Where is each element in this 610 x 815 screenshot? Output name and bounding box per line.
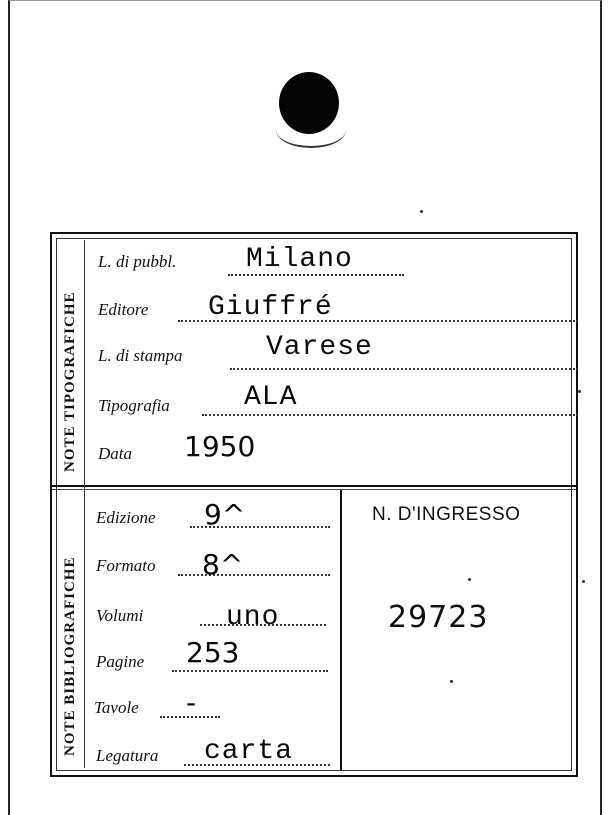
field-label: Formato [96,556,156,575]
field-value: Varese [266,332,373,363]
field-value: 253 [186,636,240,669]
ingresso-column-divider [340,490,342,770]
field-label: Edizione [96,508,156,527]
field-label: Editore [98,300,149,319]
fill-line [172,670,328,672]
field-label: Data [98,444,132,463]
field-value: Giuffré [208,292,333,323]
field-value: Milano [246,244,353,275]
section-divider [52,485,576,487]
fill-line [230,368,578,370]
field-label: Volumi [96,606,144,625]
field-label: Legatura [96,746,159,765]
note-bibliografiche-label: NOTE BIBLIOGRAFICHE [62,556,78,756]
field-label: Pagine [96,652,145,671]
speck [578,390,581,393]
field-value: 8^ [202,548,244,581]
speck [420,210,423,213]
field-label: Tipografia [98,396,170,415]
field-label: L. di stampa [98,346,183,365]
field-value: carta [204,736,294,767]
punch-hole-shadow [276,112,346,148]
field-label: L. di pubbl. [98,252,177,271]
ingresso-number: 29723 [388,600,489,635]
fill-line [178,574,330,576]
field-label: Tavole [94,698,139,717]
field-value: 9^ [204,498,246,531]
note-tipografiche-label: NOTE TIPOGRAFICHE [62,291,78,472]
field-value: 1950 [184,430,256,463]
ingresso-heading: N. D'INGRESSO [372,504,521,525]
label-column-divider [84,240,85,768]
speck [582,580,585,583]
field-value: uno [226,602,280,633]
section-divider-thin [52,489,576,490]
fill-line [202,414,578,416]
field-value: ALA [244,382,298,413]
field-value: - [186,686,197,719]
